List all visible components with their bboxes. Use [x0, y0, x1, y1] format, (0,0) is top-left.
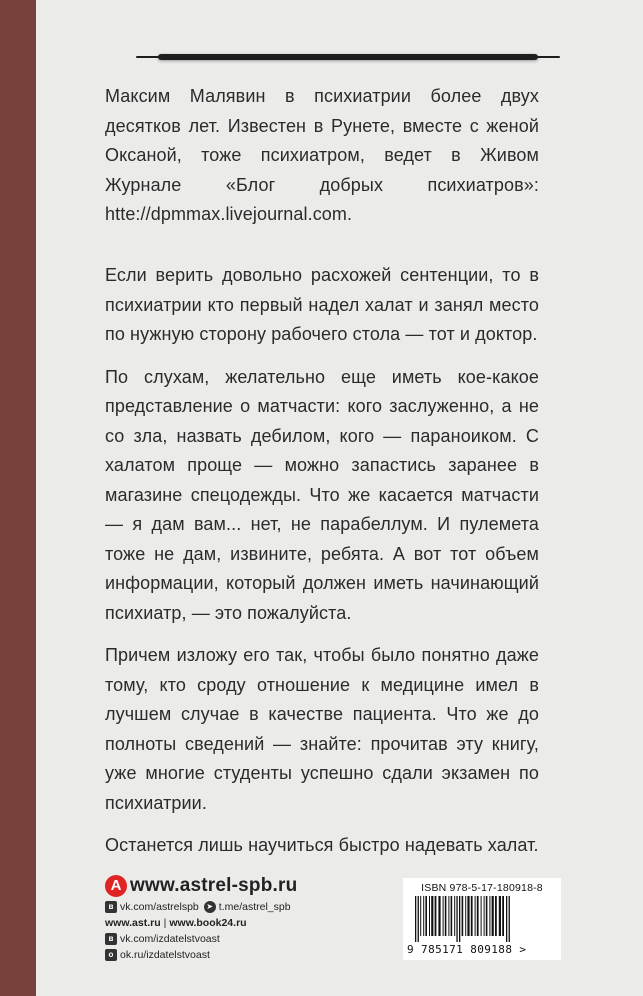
isbn-label: ISBN 978-5-17-180918-8 [421, 882, 543, 894]
telegram-astrel-link[interactable]: t.me/astrel_spb [218, 901, 291, 913]
book-spine [0, 0, 36, 996]
blurb-paragraph: Если верить довольно расхожей сентенции, то в психиатрии кто первый надел халат и занял место по нужную сторону рабочего стола — тот и доктор. [105, 265, 539, 344]
decorative-rule [158, 54, 538, 60]
social-line-astrel [105, 900, 365, 914]
publisher-site-row [105, 874, 365, 898]
social-line-sites [105, 916, 365, 930]
blurb-paragraph: По слухам, желательно еще иметь кое-какое представление о матчасти: кого заслуженно, а не со зла, назвать дебилом, кого — параноиком. С халатом проще — можно запастись заранее в магазине спецодежды. Что же касается матчасти — я дам вам... нет, не парабеллум. И пулемета тоже не дам, извините, ребята. А вот тот объем информации, который должен иметь начинающий психиатр, — это пожалуйста. [105, 366, 539, 623]
separator: | [163, 917, 167, 929]
barcode-icon [411, 896, 553, 942]
vk-izdatelstvo-link[interactable]: vk.com/izdatelstvoast [120, 933, 220, 945]
ast-site-link[interactable]: www.ast.ru [105, 917, 161, 929]
barcode-panel [403, 878, 561, 960]
barcode-digits: 9 785171 809188 > [407, 943, 527, 956]
publisher-site-link[interactable]: www.astrel-spb.ru [130, 875, 298, 896]
ok-izdatelstvo-link[interactable]: ok.ru/izdatelstvoast [120, 949, 210, 961]
author-bio [105, 82, 539, 230]
social-line-ok [105, 948, 365, 962]
social-line-vk [105, 932, 365, 946]
ok-icon: о [105, 949, 117, 961]
telegram-icon: ➤ [204, 901, 216, 913]
author-bio-text: Максим Малявин в психиатрии более двух десятков лет. Известен в Рунете, вместе с женой Оксаной, тоже психиатром, ведет в Живом Журнале «Блог добрых психиатров»: htte://dpmmax.livejournal.com. [105, 86, 539, 224]
book24-link[interactable]: www.book24.ru [169, 917, 247, 929]
blurb-paragraph: Останется лишь научиться быстро надевать халат. [105, 835, 539, 855]
book-blurb [105, 261, 539, 861]
vk-icon: в [105, 901, 117, 913]
vk-icon: в [105, 933, 117, 945]
blurb-paragraph: Причем изложу его так, чтобы было понятно даже тому, кто сроду отношение к медицине имел в лучшем случае в качестве пациента. Что же до полноты сведений — знайте: прочитав эту книгу, уже многие студенты успешно сдали экзамен по психиатрии. [105, 645, 539, 813]
publisher-links [105, 874, 365, 962]
astrel-logo-icon: A [105, 875, 127, 897]
vk-astrel-link[interactable]: vk.com/astrelspb [120, 901, 199, 913]
